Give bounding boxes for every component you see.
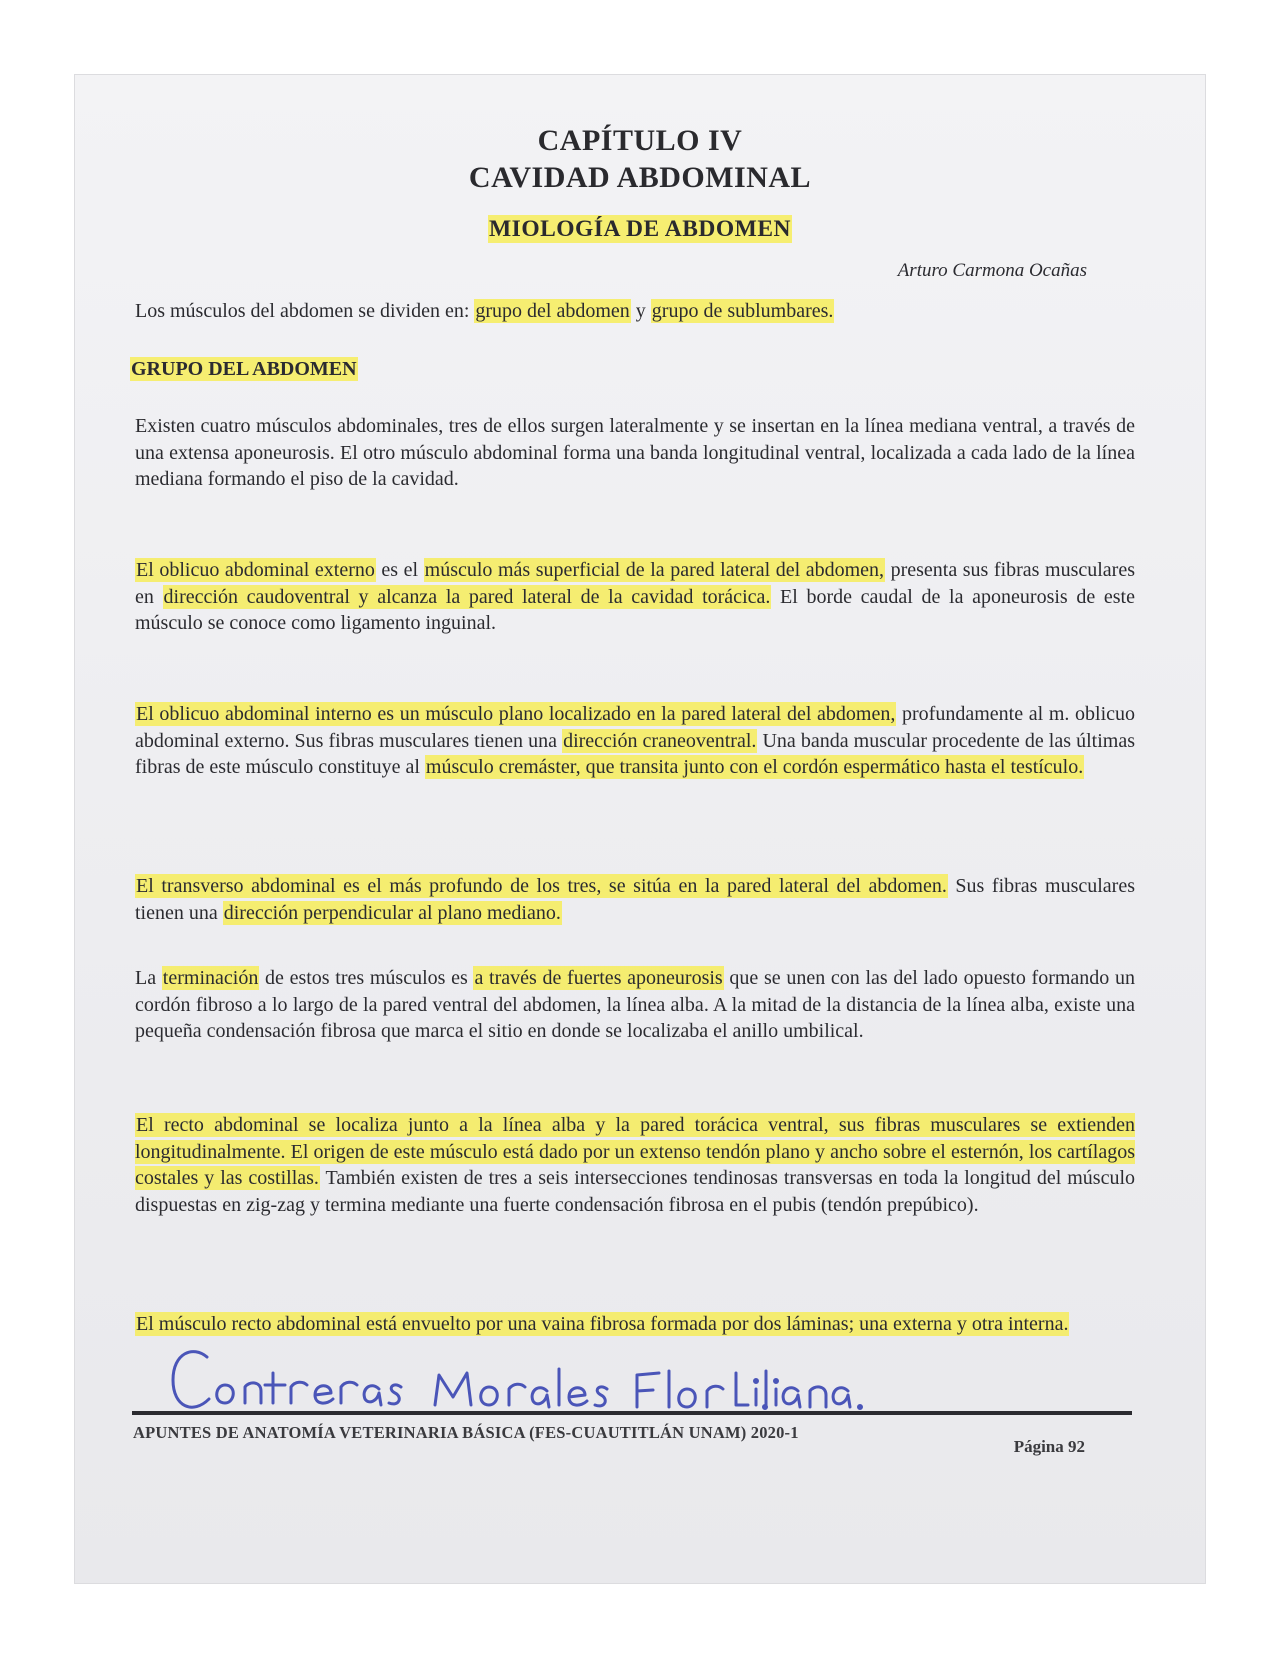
p2-text-2: presenta sus fibras musculares en — [135, 559, 1135, 608]
paragraph-1: Existen cuatro músculos abdominales, tres de ellos surgen lateralmente y se insertan en la línea mediana ventral, a través de una extensa aponeurosis. El otro músculo abdominal forma una banda longitudinal ventral, localizada a cada lado de la línea mediana formando el piso de la cavidad. — [135, 415, 1135, 490]
chapter-number: CAPÍTULO IV — [537, 124, 743, 157]
intro-paragraph — [135, 300, 1085, 323]
section-title — [75, 216, 1205, 243]
p5-highlight-2: a través de fuertes aponeurosis — [474, 967, 723, 989]
chapter-title: CAVIDAD ABDOMINAL — [468, 161, 812, 194]
paragraph-6 — [135, 1112, 1135, 1218]
chapter-heading — [75, 122, 1205, 196]
p2-text-3: El borde caudal de la aponeurosis de este músculo se conoce como ligamento inguinal. — [135, 585, 1135, 634]
document-page — [75, 75, 1205, 1583]
p3-text-1: profundamente al m. oblicuo abdominal externo. Sus fibras musculares tienen una — [135, 703, 1136, 752]
p5-text-2: que se unen con las del lado opuesto formando un cordón fibroso a lo largo de la pared ventral del abdomen, la línea alba. A la mitad de la distancia de la línea alba, existe una pequeña condensación fibrosa que marca el sitio en donde se localizaba el anillo umbilical. — [135, 967, 1135, 1042]
intro-highlight-1: grupo del abdomen — [475, 300, 630, 322]
p6-highlight-1: El recto abdominal se localiza junto a la línea alba y la pared torácica ventral, sus fibras musculares se extienden longitudinalmente. El origen de este músculo está dado por un extenso tendón plano y ancho sobre el esternón, los cartílagos costales y las costillas. — [135, 1114, 1135, 1189]
author: Arturo Carmona Ocañas — [897, 260, 1087, 281]
p2-highlight-3: dirección caudoventral y alcanza la pared lateral de la cavidad torácica. — [163, 585, 771, 608]
paragraph-2 — [135, 557, 1135, 637]
p4-text-1: Sus fibras musculares tienen una — [135, 875, 1135, 924]
p3-text-2: Una banda muscular procedente de las últimas fibras de este músculo constituye al — [135, 729, 1135, 778]
p2-highlight-2: músculo más superficial de la pared lateral del abdomen, — [424, 559, 885, 581]
paragraph-4 — [135, 873, 1135, 926]
intro-highlight-2: grupo de sublumbares. — [651, 300, 834, 322]
footer-rule — [132, 1411, 1132, 1415]
section-title-text: MIOLOGÍA DE ABDOMEN — [489, 216, 791, 242]
page-number: Página 92 — [1013, 1437, 1085, 1456]
p4-highlight-2: dirección perpendicular al plano mediano. — [223, 901, 561, 924]
subheading — [130, 358, 358, 381]
p3-highlight-2: dirección craneoventral. — [563, 729, 757, 752]
intro-text-mid: y — [630, 300, 651, 322]
p5-highlight-1: terminación — [162, 967, 259, 989]
subheading-text: GRUPO DEL ABDOMEN — [131, 358, 357, 380]
intro-text: Los músculos del abdomen se dividen en: — [135, 300, 475, 322]
p5-text-0: La — [135, 967, 162, 989]
paragraph-7 — [135, 1311, 1135, 1338]
p2-highlight-1: El oblicuo abdominal externo — [136, 559, 375, 581]
p3-highlight-3: músculo cremáster, que transita junto con el cordón espermático hasta el testículo. — [425, 756, 1084, 778]
p2-text-1: es el — [375, 559, 424, 581]
p6-text-1: También existen de tres a seis intersecciones tendinosas transversas en toda la longitud del músculo dispuestas en zig-zag y termina mediante una fuerte condensación fibrosa en el pubis (tendón prepúbico). — [135, 1167, 1135, 1216]
paragraph-3 — [135, 701, 1135, 781]
paragraph-5 — [135, 965, 1135, 1045]
p4-highlight-1: El transverso abdominal es el más profundo de los tres, se sitúa en la pared lateral del abdomen. — [136, 875, 947, 897]
p7-highlight-1: El músculo recto abdominal está envuelto por una vaina fibrosa formada por dos láminas; una externa y otra interna. — [136, 1313, 1069, 1335]
p3-highlight-1: El oblicuo abdominal interno es un músculo plano localizado en la pared lateral del abdomen, — [136, 703, 896, 725]
p5-text-1: de estos tres músculos es — [259, 967, 474, 989]
footer-title: APUNTES DE ANATOMÍA VETERINARIA BÁSICA (FES-CUAUTITLÁN UNAM) 2020-1 — [133, 1423, 799, 1442]
